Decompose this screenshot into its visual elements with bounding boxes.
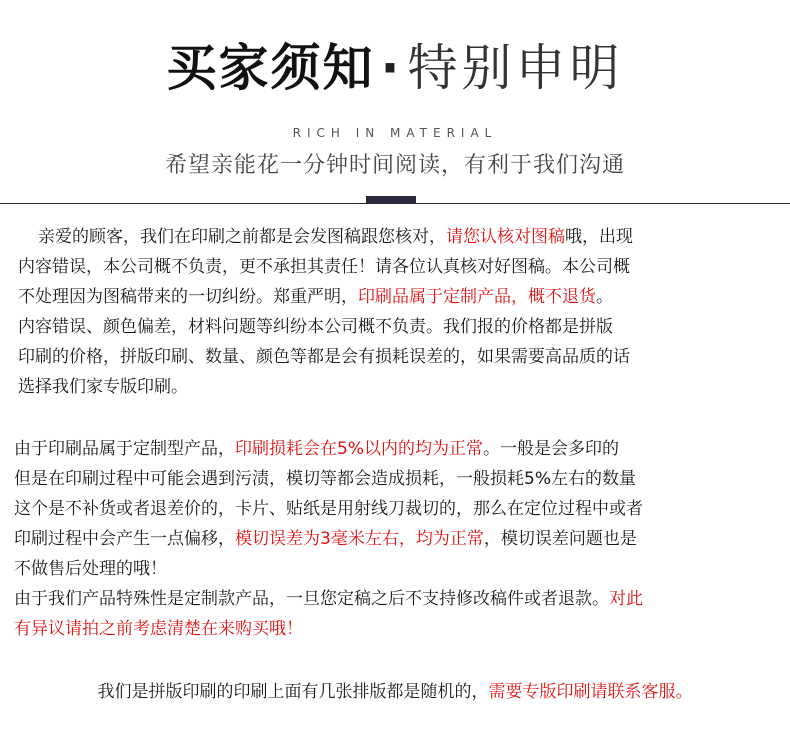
paragraph-loss-tolerance — [14, 434, 643, 644]
tagline: 希望亲能花一分钟时间阅读，有利于我们沟通 — [164, 153, 625, 178]
text-span: 亲爱的顾客，我们在印刷之前都是会发图稿跟您核对， — [38, 227, 446, 247]
paragraph-proof-check — [18, 222, 633, 402]
paragraph-line: 这个是不补货或者退差价的，卡片、贴纸是用射线刀裁切的，那么在定位过程中或者 — [14, 499, 643, 519]
title-light: 特别申明 — [407, 39, 624, 97]
paragraph-line: 选择我们家专版印刷。 — [18, 377, 188, 397]
paragraph-line — [14, 584, 643, 614]
paragraph-line — [18, 282, 633, 312]
paragraph-line: 不做售后处理的哦！ — [14, 559, 167, 579]
text-span: ，模切误差问题也是 — [483, 529, 637, 549]
text-span: 我们是拼版印刷的印刷上面有几张排版都是随机的， — [97, 682, 489, 702]
subtitle-english: RICH IN MATERIAL — [292, 126, 498, 140]
title-bold: 买家须知 — [166, 39, 375, 97]
highlight-text: 对此 — [609, 589, 643, 609]
header — [0, 0, 790, 205]
page-title — [0, 38, 790, 98]
header-divider — [0, 203, 790, 204]
paragraph-line: 有异议请拍之前考虑清楚在来购买哦！ — [14, 619, 303, 639]
highlight-text: 模切误差为3毫米左右，均为正常 — [235, 529, 484, 549]
paragraph-line: 内容错误，本公司概不负责，更不承担其责任！请各位认真核对好图稿。本公司概 — [18, 257, 630, 277]
text-span: 由于印刷品属于定制型产品， — [14, 439, 235, 459]
paragraph-line — [18, 222, 633, 252]
paragraph-line — [14, 524, 643, 554]
highlight-text: 需要专版印刷请联系客服。 — [488, 682, 693, 702]
text-span: 哦，出现 — [565, 227, 633, 247]
paragraph-layout-notice — [0, 677, 790, 707]
paragraph-line: 但是在印刷过程中可能会遇到污渍，模切等都会造成损耗，一般损耗5%左右的数量 — [14, 469, 636, 489]
text-span: 不处理因为图稿带来的一切纠纷。郑重严明， — [18, 287, 358, 307]
highlight-text: 请您认核对图稿 — [446, 227, 565, 247]
text-span: 。 — [596, 287, 613, 307]
paragraph-line — [14, 434, 643, 464]
highlight-text: 印刷品属于定制产品，概不退货 — [358, 287, 596, 307]
paragraph-line: 内容错误、颜色偏差，材料问题等纠纷本公司概不负责。我们报的价格都是拼版 — [18, 317, 613, 337]
text-span: 。一般是会多印的 — [482, 439, 619, 459]
paragraph-line: 印刷的价格，拼版印刷、数量、颜色等都是会有损耗误差的，如果需要高品质的话 — [18, 347, 630, 367]
text-span: 由于我们产品特殊性是定制款产品，一旦您定稿之后不支持修改稿件或者退款。 — [14, 589, 609, 609]
text-span: 印刷过程中会产生一点偏移， — [14, 529, 235, 549]
highlight-text: 印刷损耗会在5%以内的均为正常 — [235, 439, 483, 459]
title-dot: · — [380, 39, 402, 97]
